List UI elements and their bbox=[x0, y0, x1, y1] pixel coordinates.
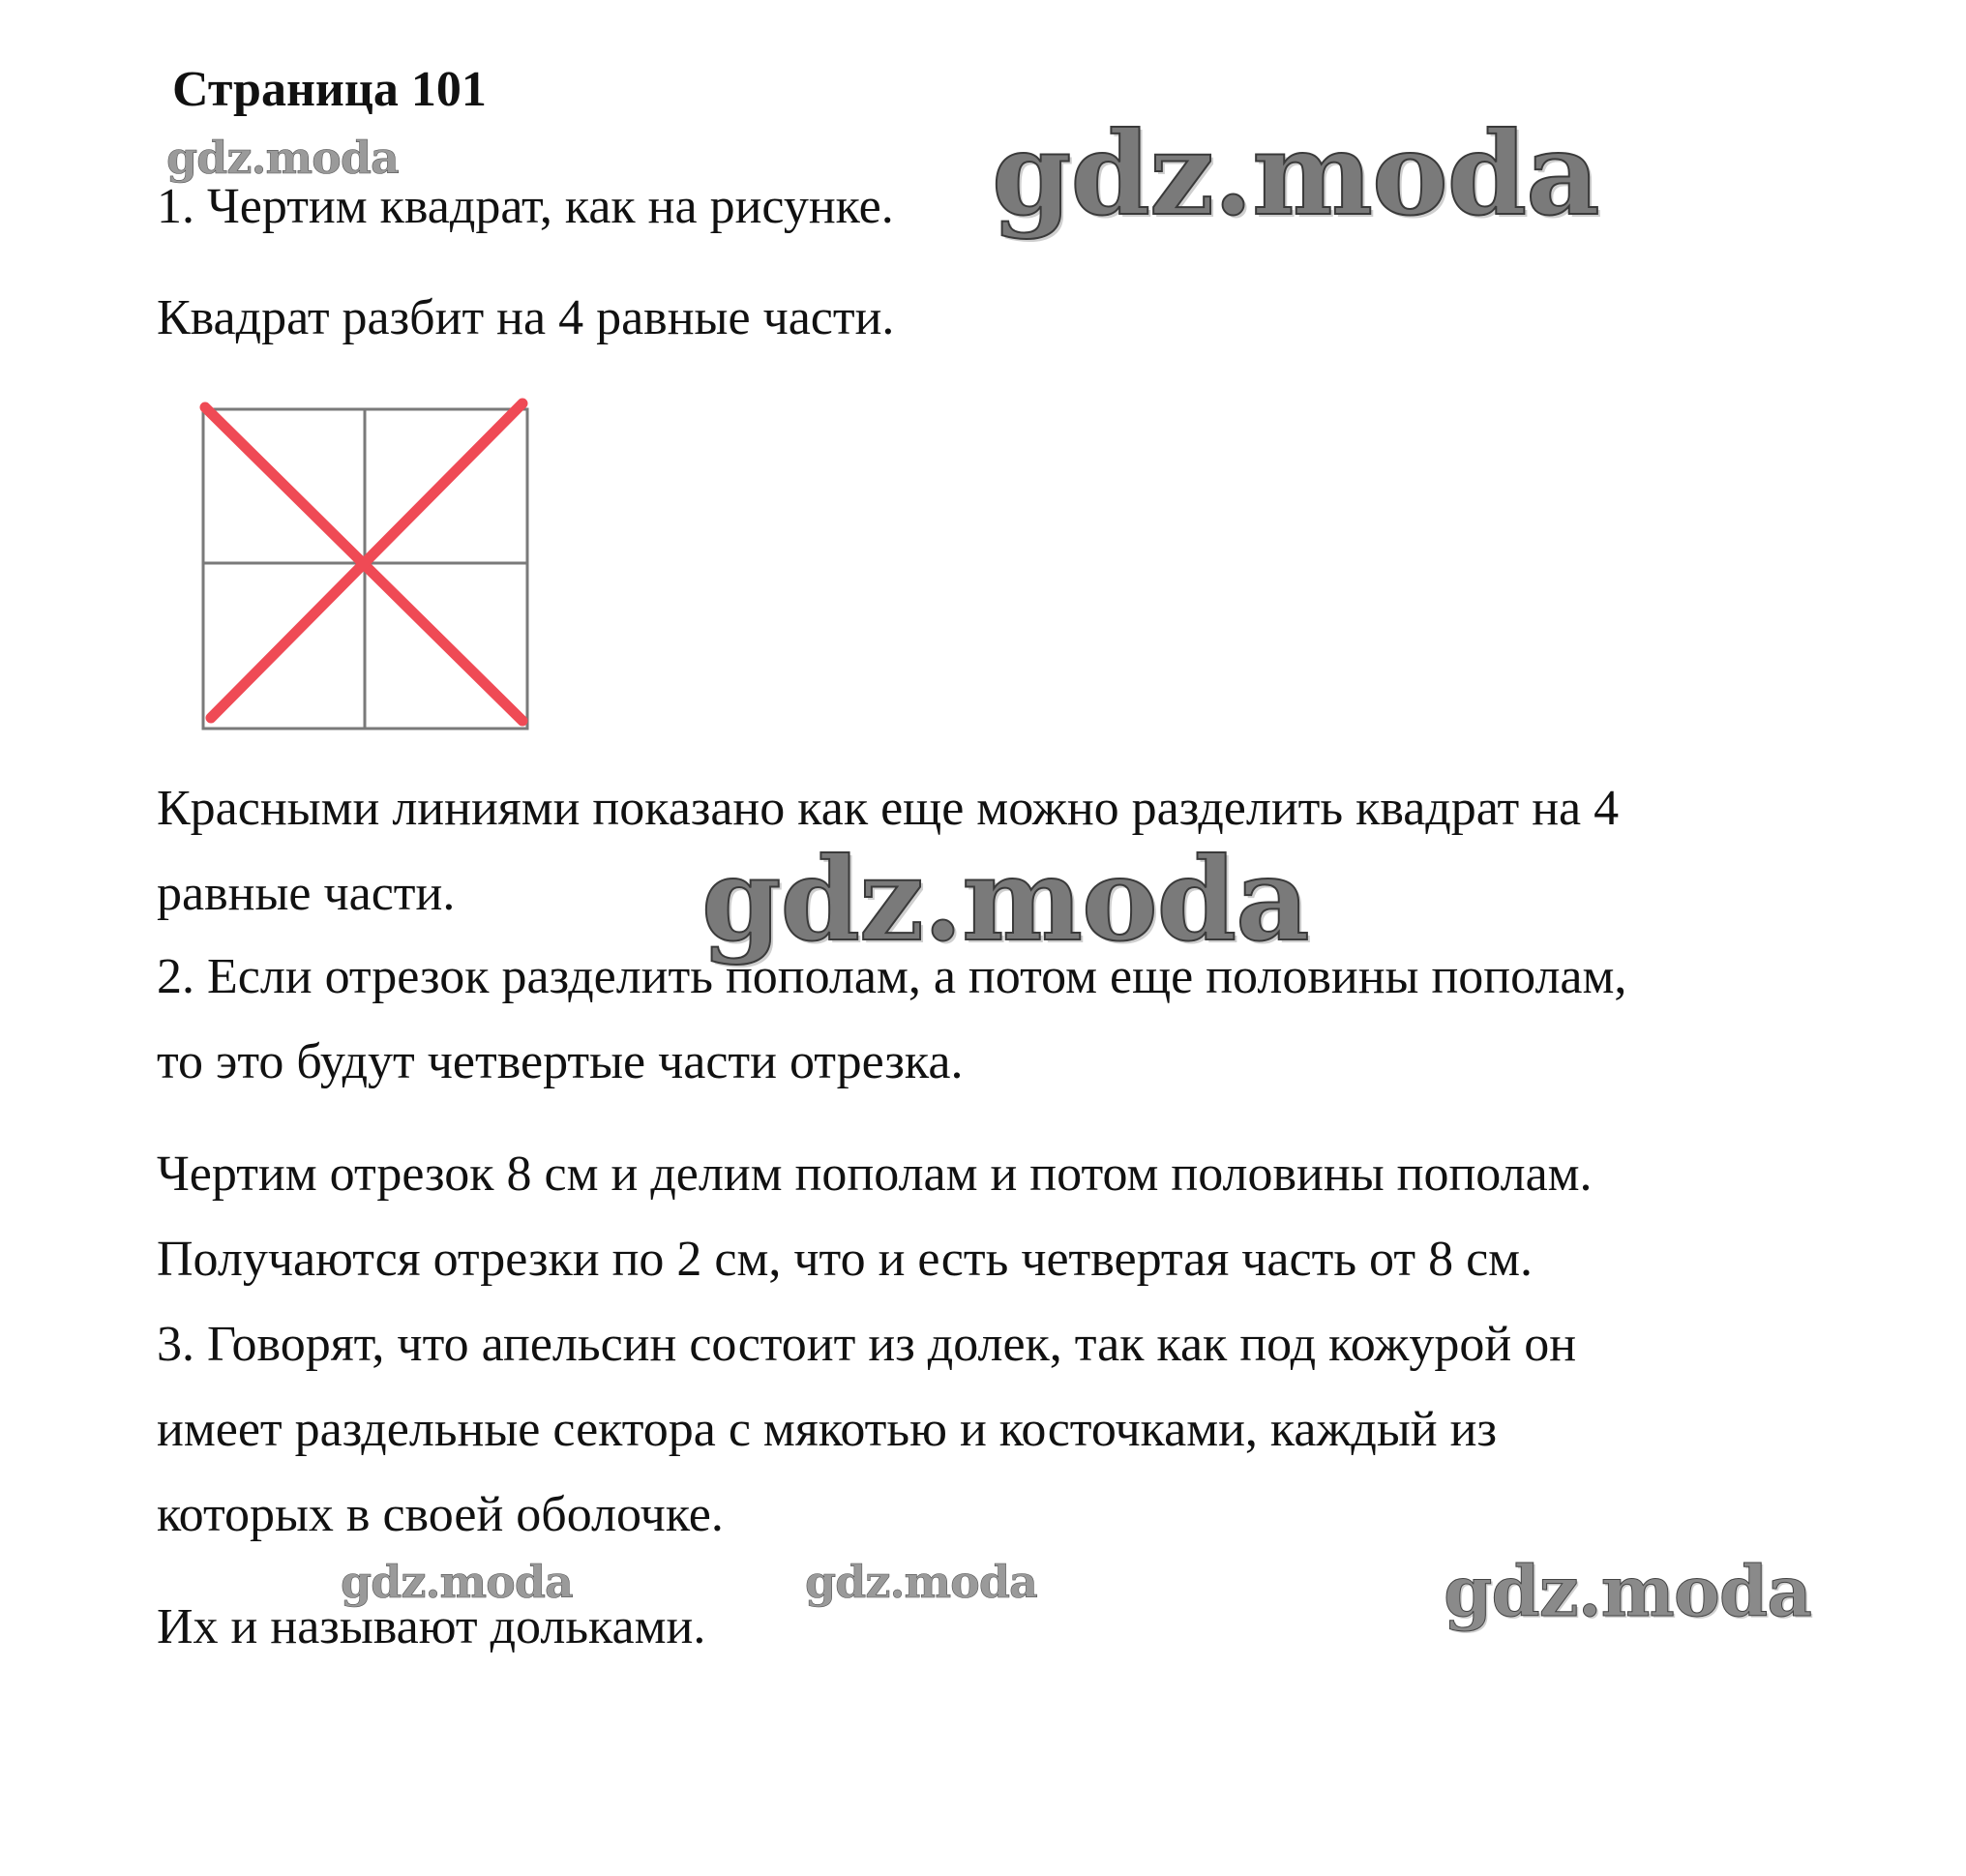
square-figure bbox=[184, 372, 571, 759]
paragraph-2: Квадрат разбит на 4 равные части. bbox=[157, 290, 895, 345]
paragraph-5: Чертим отрезок 8 см и делим пополам и потом половины пополам. bbox=[157, 1146, 1593, 1202]
paragraph-5-cont: Получаются отрезки по 2 см, что и есть четвертая часть от 8 см. bbox=[157, 1232, 1534, 1287]
paragraph-6: 3. Говорят, что апельсин состоит из долек, так как под кожурой он bbox=[157, 1317, 1577, 1372]
watermark-small: gdz.moda bbox=[341, 1556, 573, 1608]
paragraph-4-cont: то это будут четвертые части отрезка. bbox=[157, 1034, 964, 1089]
paragraph-3: Красными линиями показано как еще можно разделить квадрат на 4 bbox=[157, 781, 1620, 836]
watermark-small: gdz.moda bbox=[166, 132, 399, 184]
paragraph-1: 1. Чертим квадрат, как на рисунке. bbox=[157, 179, 894, 234]
paragraph-7: Их и называют дольками. bbox=[157, 1599, 706, 1654]
watermark-large: gdz.moda bbox=[992, 106, 1599, 241]
page-title: Страница 101 bbox=[172, 62, 487, 117]
watermark-large: gdz.moda bbox=[701, 832, 1309, 967]
paragraph-3-cont: равные части. bbox=[157, 866, 456, 921]
paragraph-6-end: которых в своей оболочке. bbox=[157, 1487, 724, 1542]
paragraph-6-cont: имеет раздельные сектора с мякотью и косточками, каждый из bbox=[157, 1402, 1498, 1457]
watermark-small: gdz.moda bbox=[805, 1556, 1037, 1608]
watermark-mid: gdz.moda bbox=[1444, 1550, 1811, 1632]
paragraph-4: 2. Если отрезок разделить пополам, а потом еще половины пополам, bbox=[157, 949, 1627, 1004]
